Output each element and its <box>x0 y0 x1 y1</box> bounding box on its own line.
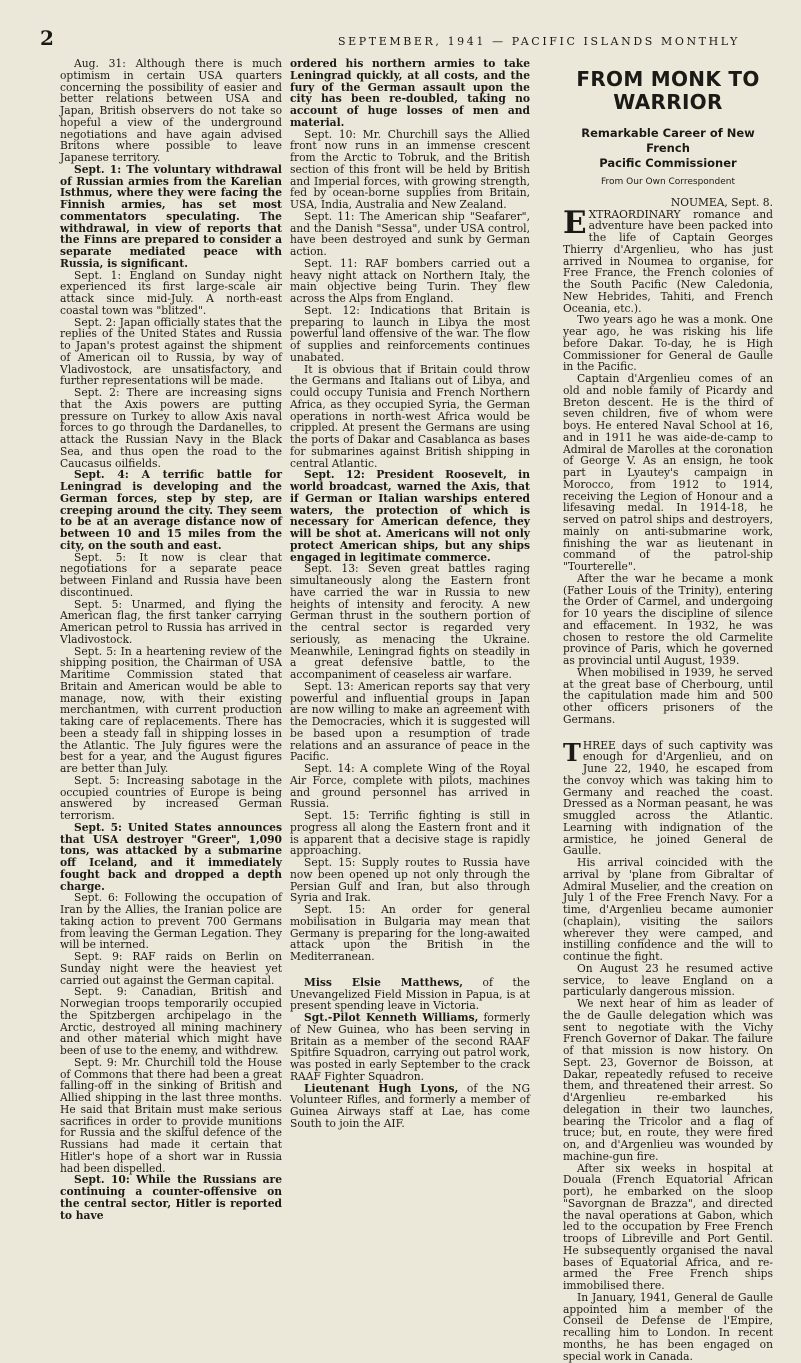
news-paragraph: In January, 1941, General de Gaulle appointed him a member of the Conseil de Defense de l'Empire, recalling him to London. In recent months, he has been engaged on special work in Canada. <box>563 1290 773 1363</box>
news-paragraph: Sept. 13: American reports say that very powerful and influential groups in Japan are now willing to make an agreement with the Democracies, which it is suggested will be based upon a resumption of trade relations and an assurance of peace in the Pacific. <box>290 679 530 764</box>
news-paragraph: After the war he became a monk (Father Louis of the Trinity), entering the Order of Carmel, and undergoing for 10 years the discipline of silence and effacement. In 1932, he was chosen to restore the old Carmelite province of Paris, which he governed as provincial until August, 1939. <box>563 571 773 667</box>
article-body-a <box>563 314 773 725</box>
personal-note <box>290 1083 530 1130</box>
news-items <box>290 58 530 963</box>
news-paragraph: Sept. 11: The American ship "Seafarer", and the Danish "Sessa", under USA control, have been destroyed and sunk by German action. <box>290 209 530 258</box>
news-paragraph: Sept. 5: United States announces that USA destroyer "Greer", 1,090 tons, was attacked by a submarine off Iceland, and it immediately fought back and dropped a depth charge. <box>60 820 282 893</box>
news-paragraph: Sept. 5: Increasing sabotage in the occupied countries of Europe is being answered by increased German terrorism. <box>60 773 282 822</box>
news-paragraph: Sept. 10: Mr. Churchill says the Allied front now runs in an immense crescent from the Arctic to Tobruk, and the British section of this front will be held by British and Imperial forces, with growing strength, fed by ocean-borne supplies from Britain, USA, India, Australia and New Zealand. <box>290 127 530 211</box>
article-section-paragraph: THREE days of such captivity was enough for d'Argenlieu, and on June 22, 1940, he escaped from the convoy which was taking him to Germany and reached the coast. Dressed as a Norman peasant, he was smuggled across the Atlantic. Learning with indignation of the armistice, he joined General de Gaulle. <box>563 737 773 858</box>
person-name: Lieutenant Hugh Lyons, <box>304 1081 459 1095</box>
news-paragraph: Sept. 9: Canadian, British and Norwegian troops temporarily occupied the Spitzbergen archipelago in the Arctic, destroyed all mining machinery and other material which might have been of use to the enemy, and withdrew. <box>60 985 282 1057</box>
news-paragraph: Sept. 2: There are increasing signs that the Axis powers are putting pressure on Turkey to allow Axis naval forces to go through the Dardanelles, to attack the Russian Navy in the Black Sea, and thus open the road to the Caucasus oilfields. <box>60 386 282 470</box>
news-column-middle <box>290 57 530 1130</box>
news-paragraph: ordered his northern armies to take Leningrad quickly, at all costs, and the fury of the German assault upon the city has been re-doubled, taking no account of huge losses of men and material. <box>290 57 530 129</box>
news-paragraph: Sept. 1: England on Sunday night experienced its first large-scale air attack since mid-July. A north-east coastal town was "blitzed". <box>60 268 282 317</box>
running-head: SEPTEMBER, 1941 — PACIFIC ISLANDS MONTHLY <box>338 35 740 48</box>
drop-cap: E <box>563 204 587 241</box>
news-paragraph: Sept. 10: While the Russians are continuing a counter-offensive on the central sector, Hitler is reported to have <box>60 1173 282 1222</box>
news-paragraph: When mobilised in 1939, he served at the great base of Cherbourg, until the capitulation made him and 500 other officers prisoners of the Germans. <box>563 665 773 726</box>
article-byline: From Our Own Correspondent <box>601 177 735 187</box>
news-paragraph: Sept. 15: An order for general mobilisation in Bulgaria may mean that Germany is preparing for the long-awaited attack upon the British in the Mediterranean. <box>290 903 530 963</box>
news-paragraph: On August 23 he resumed active service, to leave England on a particularly dangerous mission. <box>563 961 773 999</box>
news-paragraph: Sept. 6: Following the occupation of Iran by the Allies, the Iranian police are taking action to prevent 700 Germans from leaving the German Legation. They will be interned. <box>60 891 282 952</box>
news-paragraph: Sept. 14: A complete Wing of the Royal Air Force, complete with pilots, machines and ground personnel has arrived in Russia. <box>290 762 530 811</box>
news-paragraph: Two years ago he was a monk. One year ago, he was risking his life before Dakar. To-day, he is High Commissioner for General de Gaulle in the Pacific. <box>563 313 773 374</box>
personal-note-text: of the NG Volunteer Rifles, and formerly a member of Guinea Airways staff at Lae, has come South to join the AIF. <box>290 1081 530 1130</box>
news-paragraph: Captain d'Argenlieu comes of an old and noble family of Picardy and Breton descent. He is the third of seven children, five of whom were boys. He entered Naval School at 16, and in 1911 he was aide-de-camp to Admiral de Marolles at the coronation of George V. As an ensign, he took part in Lyautey's campaign in Morocco, from 1912 to 1914, receiving the Legion of Honour and a lifesaving medal. In 1914-18, he served on patrol ships and destroyers, mainly on anti-submarine work, finishing the war as lieutenant in command of the patrol-ship "Tourterelle". <box>563 372 773 573</box>
article-lead-paragraph: EXTRAORDINARY romance and adventure have been packed into the life of Captain Georges Thierry d'Argenlieu, who has just arrived in Noumea to organise, for Free France, the French colonies of the South Pacific (New Caledonia, New Hebrides, Tahiti, and French Oceania, etc.). <box>563 204 773 315</box>
news-column-left <box>60 57 282 1222</box>
news-paragraph: Sept. 12: Indications that Britain is preparing to launch in Libya the most powerful land offensive of the war. The flow of supplies and reinforcements continues unabated. <box>290 303 530 364</box>
personal-note-text: formerly of New Guinea, who has been serving in Britain as a member of the second RAAF Spitfire Squadron, carrying out patrol work, was posted in early September to the crack RAAF Fighter Squadron. <box>290 1011 530 1083</box>
news-paragraph: Sept. 11: RAF bombers carried out a heavy night attack on Northern Italy, the main objective being Turin. They flew across the Alps from England. <box>290 256 530 305</box>
news-paragraph: Sept. 15: Supply routes to Russia have now been opened up not only through the Persian Gulf and Iran, but also through Syria and Irak. <box>290 856 530 905</box>
news-paragraph: Sept. 9: Mr. Churchill told the House of Commons that there had been a great falling-off in the sinking of British and Allied shipping in the last three months. He said that Britain must make serious sacrifices in order to provide munitions for Russia and the skilful defence of the Russians had made it certain that Hitler's hope of a short war in Russia had been dispelled. <box>60 1055 282 1175</box>
person-name: Sgt.-Pilot Kenneth Williams, <box>304 1011 479 1024</box>
news-paragraph: Sept. 5: In a heartening review of the shipping position, the Chairman of USA Maritime Commission stated that Britain and American would be able to manage, now, with their existing merchantmen, with current production taking care of replacements. There has been a steady fall in shipping losses in the Atlantic. The July figures were the best for a year, and the August figures are better than July. <box>60 644 282 775</box>
news-paragraph: Sept. 4: A terrific battle for Leningrad is developing and the German forces, step by step, are creeping around the city. They seem to be at an average distance now of between 10 and 15 miles from the city, on the south and east. <box>60 468 282 552</box>
article-body-b <box>563 857 773 1362</box>
article-dateline: NOUMEA, Sept. 8. <box>670 195 773 209</box>
news-paragraph: After six weeks in hospital at Douala (French Equatorial African port), he embarked on the sloop "Savorgnan de Brazza", and directed the naval operations at Gabon, which led to the occupation by Free French troops of Libreville and Port Gentil. He subsequently organised the naval bases of Equatorial Africa, and re-armed the Free French ships immobilised there. <box>563 1161 773 1292</box>
article-headline: FROM MONK TO WARRIOR <box>576 67 760 114</box>
article-subhead: Remarkable Career of New French Pacific Commissioner <box>581 126 755 170</box>
news-paragraph: Sept. 9: RAF raids on Berlin on Sunday night were the heaviest yet carried out against the German capital. <box>60 950 282 987</box>
page-number: 2 <box>40 26 54 50</box>
personal-note-text: of the Unevangelized Field Mission in Papua, is at present spending leave in Victoria. <box>290 975 530 1013</box>
personal-notes <box>290 977 530 1130</box>
news-paragraph: Sept. 1: The voluntary withdrawal of Russian armies from the Karelian Isthmus, where they were facing the Finnish armies, has set most commentators speculating. The withdrawal, in view of reports that the Finns are prepared to consider a separate mediated peace with Russia, is significant. <box>60 162 282 270</box>
news-paragraph: Aug. 31: Although there is much optimism in certain USA quarters concerning the possibility of easier and better relations between USA and Japan, British observers do not take so hopeful a view of the underground negotiations and have again advised Britons where possible to leave Japanese territory. <box>60 57 282 164</box>
news-paragraph: Sept. 13: Seven great battles raging simultaneously along the Eastern front have carried the war in Russia to new heights of intensity and ferocity. A new German thrust in the southern portion of the central sector is regarded very seriously, as menacing the Ukraine. Meanwhile, Leningrad fights on steadily in a great defensive battle, to the accompaniment of ceaseless air warfare. <box>290 562 530 681</box>
personal-note <box>290 977 530 1012</box>
news-paragraph: Sept. 2: Japan officially states that the replies of the United States and Russia to Japan's protest against the shipment of American oil to Russia, by way of Vladivostock, are unsatisfactory, and further representations will be made. <box>60 315 282 388</box>
article-column <box>563 58 773 1363</box>
news-paragraph: Sept. 12: President Roosevelt, in world broadcast, warned the Axis, that if German or Italian warships entered waters, the protection of which is necessary for American defence, they will be shot at. Americans will not only protect American ships, but any ships engaged in legitimate commerce. <box>290 468 530 564</box>
news-paragraph: We next hear of him as leader of the de Gaulle delegation which was sent to negotiate with the Vichy French Governor of Dakar. The failure of that mission is now history. On Sept. 23, Governor de Boisson, at Dakar, repeatedly refused to receive them, and threatened their arrest. So d'Argenlieu re-embarked his delegation in their two launches, bearing the Tricolor and a flag of truce; but, en route, they were fired on, and d'Argenlieu was wounded by machine-gun fire. <box>563 997 773 1163</box>
news-paragraph: Sept. 5: Unarmed, and flying the American flag, the first tanker carrying American petrol to Russia has arrived in Vladivostock. <box>60 597 282 646</box>
news-paragraph: Sept. 5: It now is clear that negotiations for a separate peace between Finland and Russia have been discontinued. <box>60 550 282 599</box>
news-paragraph: His arrival coincided with the arrival by 'plane from Gibraltar of Admiral Muselier, and the creation on July 1 of the Free French Navy. For a time, d'Argenlieu became aumonier (chaplain), visiting the sailors wherever they were camped, and instilling confidence and the will to continue the fight. <box>563 856 773 963</box>
news-paragraph: It is obvious that if Britain could throw the Germans and Italians out of Libya, and could occupy Tunisia and French Northern Africa, as they occupied Syria, the German operations in north-west Africa would be crippled. At present the Germans are using the ports of Dakar and Casablanca as bases for submarines against British shipping in central Atlantic. <box>290 362 530 470</box>
drop-cap: T <box>563 737 581 767</box>
person-name: Miss Elsie Matthews, <box>304 975 463 989</box>
personal-note <box>290 1012 530 1083</box>
news-paragraph: Sept. 15: Terrific fighting is still in progress all along the Eastern front and it is apparent that a decisive stage is rapidly approaching. <box>290 809 530 858</box>
